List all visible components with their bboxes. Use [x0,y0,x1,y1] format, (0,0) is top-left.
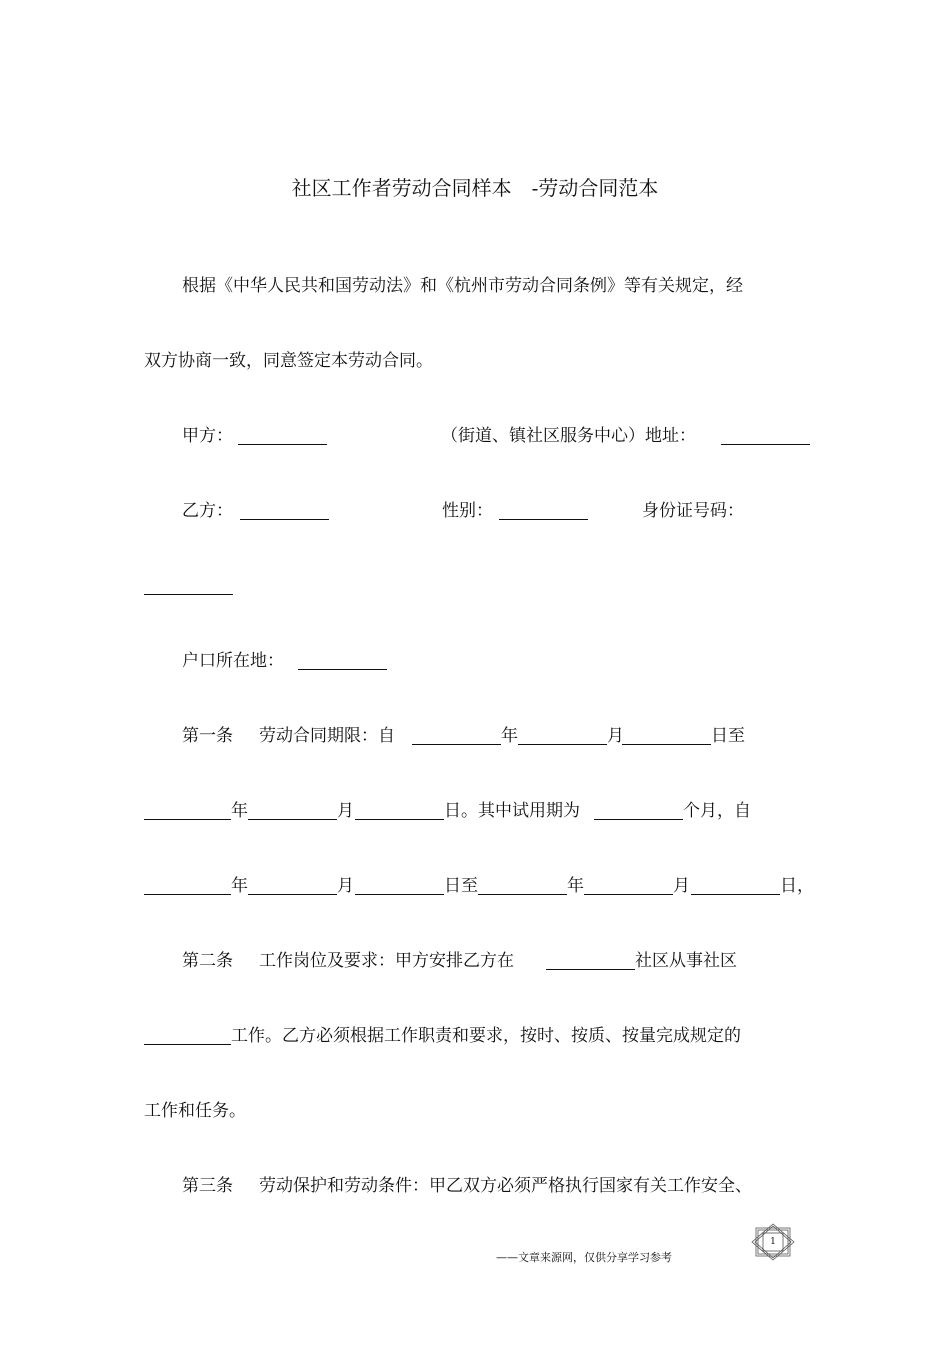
page-number: 1 [770,1237,776,1247]
work-type-blank[interactable] [144,1044,231,1045]
hukou-blank[interactable] [298,669,387,670]
id-number-blank[interactable] [144,594,233,595]
article1-heading: 第一条 [182,726,233,746]
party-a-address-blank[interactable] [721,444,810,445]
article2-text-start: 工作岗位及要求：甲方安排乙方在 [259,951,514,971]
day-to-text: 日至 [711,726,745,746]
hukou-label: 户口所在地： [182,651,284,671]
end-year-blank[interactable] [144,819,231,820]
probation-start-year-blank[interactable] [144,894,231,895]
community-blank[interactable] [546,969,635,970]
months-from-text: 个月，自 [683,801,751,821]
probation-months-blank[interactable] [594,819,683,820]
party-b-blank[interactable] [240,519,329,520]
probation-start-month-blank[interactable] [248,894,337,895]
probation-end-year-blank[interactable] [478,894,567,895]
month-char: 月 [607,726,624,746]
article1-text-start: 劳动合同期限：自 [259,726,395,746]
footer-source-note: ——文章来源网，仅供分享学习参考 [496,1251,672,1264]
year-char: 年 [231,876,248,896]
end-day-blank[interactable] [355,819,444,820]
id-number-label: 身份证号码： [642,501,744,521]
gender-label: 性别： [442,501,493,521]
month-char: 月 [673,876,690,896]
start-day-blank[interactable] [622,744,711,745]
article3-text-start: 劳动保护和劳动条件：甲乙双方必须严格执行国家有关工作安全、 [259,1176,752,1196]
year-char: 年 [567,876,584,896]
community-suffix: 社区从事社区 [635,951,737,971]
gender-blank[interactable] [499,519,588,520]
month-char: 月 [337,801,354,821]
year-char: 年 [231,801,248,821]
document-title: 社区工作者劳动合同样本 -劳动合同范本 [291,176,659,200]
day-to-text: 日至 [444,876,478,896]
article2-line-3: 工作和任务。 [144,1101,246,1121]
article3-heading: 第三条 [182,1176,233,1196]
probation-text: 日。其中试用期为 [444,801,580,821]
article2-heading: 第二条 [182,951,233,971]
party-a-blank[interactable] [238,444,327,445]
party-a-address-label: （街道、镇社区服务中心）地址： [441,426,696,446]
intro-line-2: 双方协商一致，同意签定本劳动合同。 [144,351,433,371]
start-month-blank[interactable] [518,744,607,745]
article2-line-2: 工作。乙方必须根据工作职责和要求，按时、按质、按量完成规定的 [231,1026,741,1046]
party-a-label: 甲方： [182,426,233,446]
party-b-label: 乙方： [182,501,233,521]
end-month-blank[interactable] [248,819,337,820]
probation-end-day-blank[interactable] [691,894,780,895]
probation-end-month-blank[interactable] [584,894,673,895]
intro-line-1: 根据《中华人民共和国劳动法》和《杭州市劳动合同条例》等有关规定，经 [182,276,743,296]
start-year-blank[interactable] [412,744,501,745]
probation-start-day-blank[interactable] [355,894,444,895]
year-char: 年 [501,726,518,746]
month-char: 月 [337,876,354,896]
day-end-text: 日， [780,876,814,896]
